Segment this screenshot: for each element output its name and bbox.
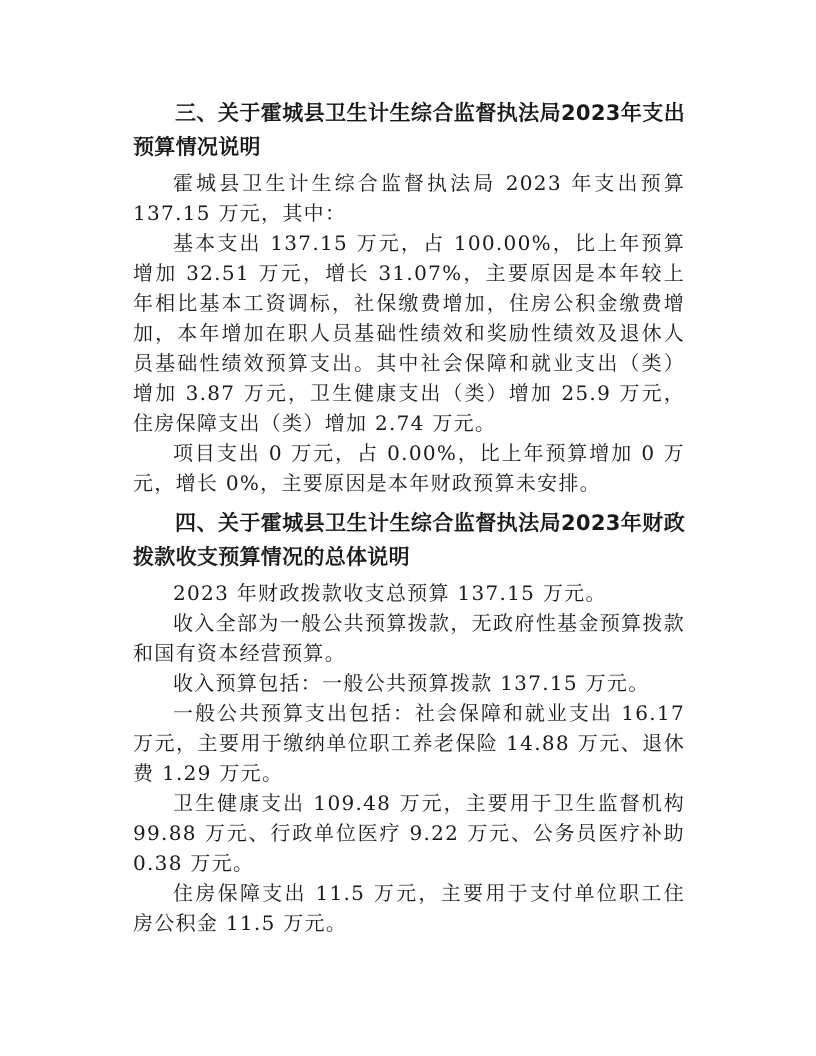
section-4-paragraph-4: 一般公共预算支出包括：社会保障和就业支出 16.17 万元，主要用于缴纳单位职工养老保险 14.88 万元、退休费 1.29 万元。 <box>133 701 685 785</box>
section-4-paragraph-3: 收入预算包括：一般公共预算拨款 137.15 万元。 <box>173 671 650 695</box>
section-3-paragraph-1: 霍城县卫生计生综合监督执法局 2023 年支出预算 137.15 万元，其中： <box>133 171 685 225</box>
section-3-heading: 三、关于霍城县卫生计生综合监督执法局2023年支出预算情况说明 <box>133 101 685 159</box>
section-4-paragraph-6: 住房保障支出 11.5 万元，主要用于支付单位职工住房公积金 11.5 万元。 <box>133 881 685 935</box>
section-4-paragraph-2: 收入全部为一般公共预算拨款，无政府性基金预算拨款和国有资本经营预算。 <box>133 611 685 665</box>
section-3-paragraph-2: 基本支出 137.15 万元，占 100.00%，比上年预算增加 32.51 万元，增长 31.07%，主要原因是本年较上年相比基本工资调标，社保缴费增加，住房公积金缴费增加，本年增加在职人员基础性绩效和奖励性绩效及退休人员基础性绩效预算支出。其中社会保障和就业支出（类）增加 3.87 万元，卫生健康支出（类）增加 25.9 万元， 住房保障支出（类）增加 2.74 万元。 <box>133 231 685 435</box>
document-page <box>133 96 685 938</box>
section-3-paragraph-3: 项目支出 0 万元，占 0.00%，比上年预算增加 0 万元，增长 0%，主要原因是本年财政预算未安排。 <box>133 441 685 495</box>
section-4-heading: 四、关于霍城县卫生计生综合监督执法局2023年财政拨款收支预算情况的总体说明 <box>133 511 685 569</box>
section-4-paragraph-1: 2023 年财政拨款收支总预算 137.15 万元。 <box>173 581 607 605</box>
section-4-paragraph-5: 卫生健康支出 109.48 万元，主要用于卫生监督机构 99.88 万元、行政单位医疗 9.22 万元、公务员医疗补助 0.38 万元。 <box>133 791 685 875</box>
